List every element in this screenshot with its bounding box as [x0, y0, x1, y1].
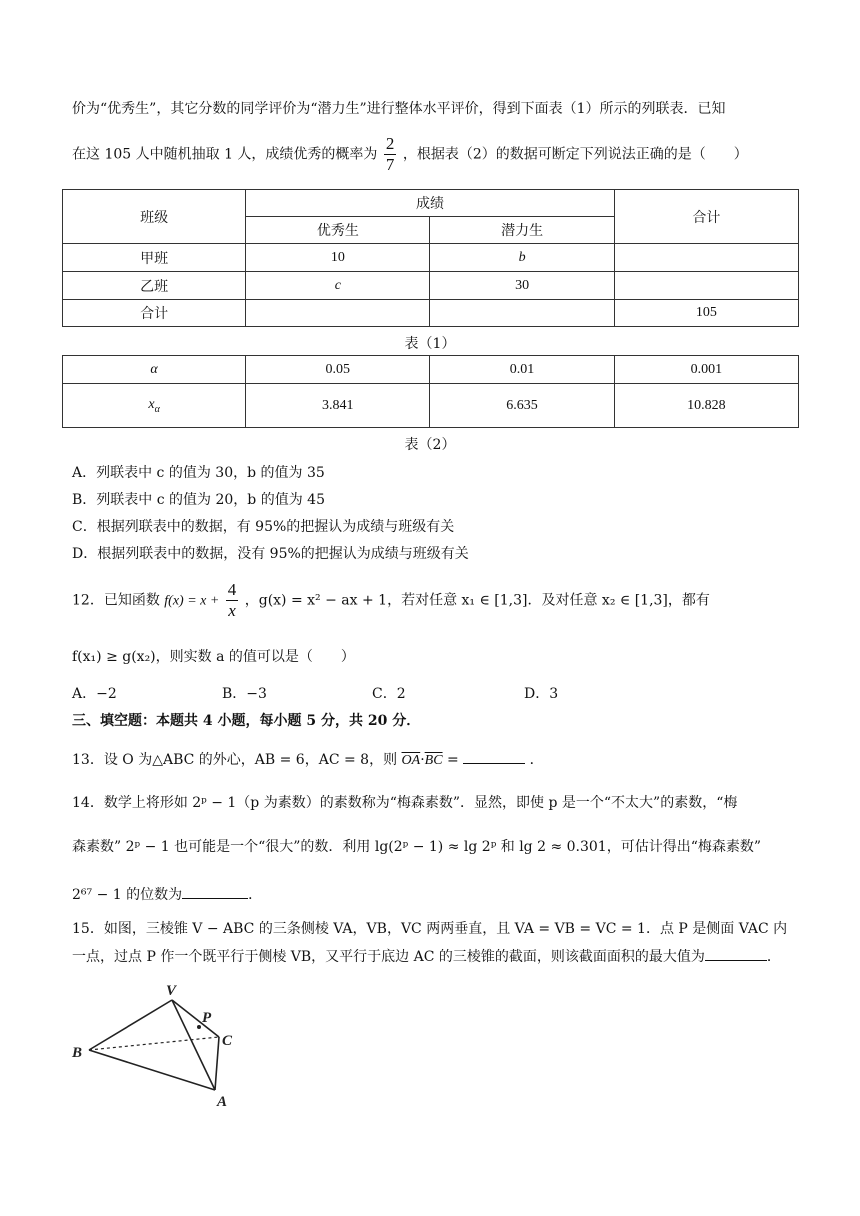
- x-value: 6.635: [430, 384, 614, 428]
- q12-option-d: D．3: [524, 686, 559, 702]
- intro-line-1: 价为“优秀生”，其它分数的同学评价为“潜力生”进行整体水平评价，得到下面表（1）所示的列联表．已知: [72, 101, 726, 117]
- cell-total: 105: [614, 300, 798, 327]
- q15-end: ．: [766, 949, 781, 965]
- q14-line-1: 14．数学上将形如 2ᵖ − 1（p 为素数）的素数称为“梅森素数”．显然，即使 p 是一个“不太大”的素数，“梅: [72, 795, 738, 811]
- answer-blank: [463, 749, 525, 764]
- q14-line-2: 森素数” 2ᵖ − 1 也可能是一个“很大”的数．利用 lg(2ᵖ − 1) ≈ lg 2ᵖ 和 lg 2 ≈ 0.301，可估计得出“梅森素数”: [72, 839, 762, 855]
- vector-bc: $\overline{BC}$: [424, 753, 443, 768]
- cell-excellent: c: [246, 272, 430, 300]
- label-c: C: [222, 1033, 233, 1049]
- fraction-denominator: 7: [385, 155, 395, 174]
- edge-ab: [89, 1050, 215, 1090]
- cell-total: [614, 272, 798, 300]
- q12-option-b: B．−3: [222, 686, 267, 702]
- q12-prefix: 12．已知函数: [72, 592, 160, 609]
- f-fraction-numerator: 4: [227, 580, 237, 599]
- x-subscript: α: [154, 403, 160, 415]
- fraction-numerator: 2: [385, 134, 395, 153]
- header-excellent: 优秀生: [246, 217, 430, 244]
- probability-fraction: [384, 134, 397, 175]
- q13-text: 13．设 O 为△ABC 的外心，AB = 6，AC = 8，则: [72, 752, 398, 768]
- q15-line-2-text: 一点，过点 P 作一个既平行于侧棱 VB，又平行于底边 AC 的三棱锥的截面，则该截面面积的最大值为: [72, 949, 705, 965]
- f-definition: f(x) = x +: [164, 593, 220, 609]
- alpha-value: 0.001: [614, 356, 798, 384]
- intro-line-2-text: 在这 105 人中随机抽取 1 人，成绩优秀的概率为: [72, 146, 378, 163]
- q12-option-a: A．−2: [72, 686, 117, 702]
- label-v: V: [166, 983, 177, 999]
- header-class: 班级: [63, 190, 246, 244]
- intro-line-2-tail: ，根据表（2）的数据可断定下列说法正确的是（ ）: [402, 146, 748, 163]
- x-value: 10.828: [614, 384, 798, 428]
- f-fraction-denominator: x: [228, 601, 236, 620]
- q14-end: ．: [248, 887, 263, 903]
- cell-potential: [430, 300, 614, 327]
- table1-caption: 表（1）: [404, 336, 456, 352]
- x-alpha-label: [63, 384, 246, 428]
- f-fraction: [226, 580, 239, 621]
- header-score: 成绩: [246, 190, 614, 217]
- option-d: D．根据列联表中的数据，没有 95%的把握认为成绩与班级有关: [72, 546, 469, 562]
- alpha-label: α: [63, 356, 246, 384]
- q15-line-2: [72, 946, 781, 966]
- header-total: 合计: [614, 190, 798, 244]
- option-c: C．根据列联表中的数据，有 95%的把握认为成绩与班级有关: [72, 519, 455, 535]
- q14-line-3-text: 2⁶⁷ − 1 的位数为: [72, 887, 183, 903]
- q14-line-3: [72, 884, 262, 904]
- intro-line-2: [72, 134, 748, 175]
- cell-potential: b: [430, 244, 614, 272]
- cell-potential: 30: [430, 272, 614, 300]
- option-a: A．列联表中 c 的值为 30，b 的值为 35: [72, 465, 325, 481]
- answer-blank: [705, 946, 767, 961]
- vector-oa: $\overline{OA}$: [401, 753, 421, 768]
- cell-excellent: 10: [246, 244, 430, 272]
- answer-blank: [182, 884, 248, 899]
- pyramid-figure: [62, 980, 262, 1110]
- q13-equals: =: [447, 752, 459, 768]
- q15-line-1: 15．如图，三棱锥 V − ABC 的三条侧棱 VA，VB，VC 两两垂直，且 VA = VB = VC = 1．点 P 是侧面 VAC 内: [72, 921, 788, 937]
- x-value: 3.841: [246, 384, 430, 428]
- g-definition: ，g(x) = x² − ax + 1，若对任意 x₁ ∈ [1,3]．及对任意 x₂ ∈ [1,3]，都有: [244, 592, 710, 609]
- section-heading: 三、填空题：本题共 4 小题，每小题 5 分，共 20 分．: [72, 713, 421, 729]
- q12-line-2: f(x₁) ≥ g(x₂)，则实数 a 的值可以是（ ）: [72, 649, 355, 665]
- table-row: [63, 244, 799, 272]
- row-label: 甲班: [63, 244, 246, 272]
- q12-line-1: [72, 580, 710, 621]
- q13-line: [72, 749, 544, 769]
- point-p-dot: [197, 1025, 201, 1029]
- header-potential: 潜力生: [430, 217, 614, 244]
- row-label: 合计: [63, 300, 246, 327]
- option-b: B．列联表中 c 的值为 20，b 的值为 45: [72, 492, 325, 508]
- row-label: 乙班: [63, 272, 246, 300]
- edge-vb: [89, 1000, 172, 1050]
- q12-option-c: C．2: [372, 686, 406, 702]
- alpha-value: 0.01: [430, 356, 614, 384]
- dot-operator: ·: [420, 752, 425, 768]
- cell-total: [614, 244, 798, 272]
- table-row: [63, 272, 799, 300]
- critical-value-table: [62, 355, 799, 428]
- cell-excellent: [246, 300, 430, 327]
- contingency-table: [62, 189, 799, 327]
- edge-vc: [172, 1000, 219, 1037]
- label-p: P: [202, 1010, 212, 1026]
- x-label: x: [148, 396, 155, 412]
- edge-ac: [215, 1037, 219, 1090]
- label-a: A: [217, 1094, 228, 1110]
- label-b: B: [72, 1045, 83, 1061]
- q13-end: ．: [529, 752, 544, 768]
- table-row: [63, 300, 799, 327]
- table2-caption: 表（2）: [404, 437, 456, 453]
- alpha-value: 0.05: [246, 356, 430, 384]
